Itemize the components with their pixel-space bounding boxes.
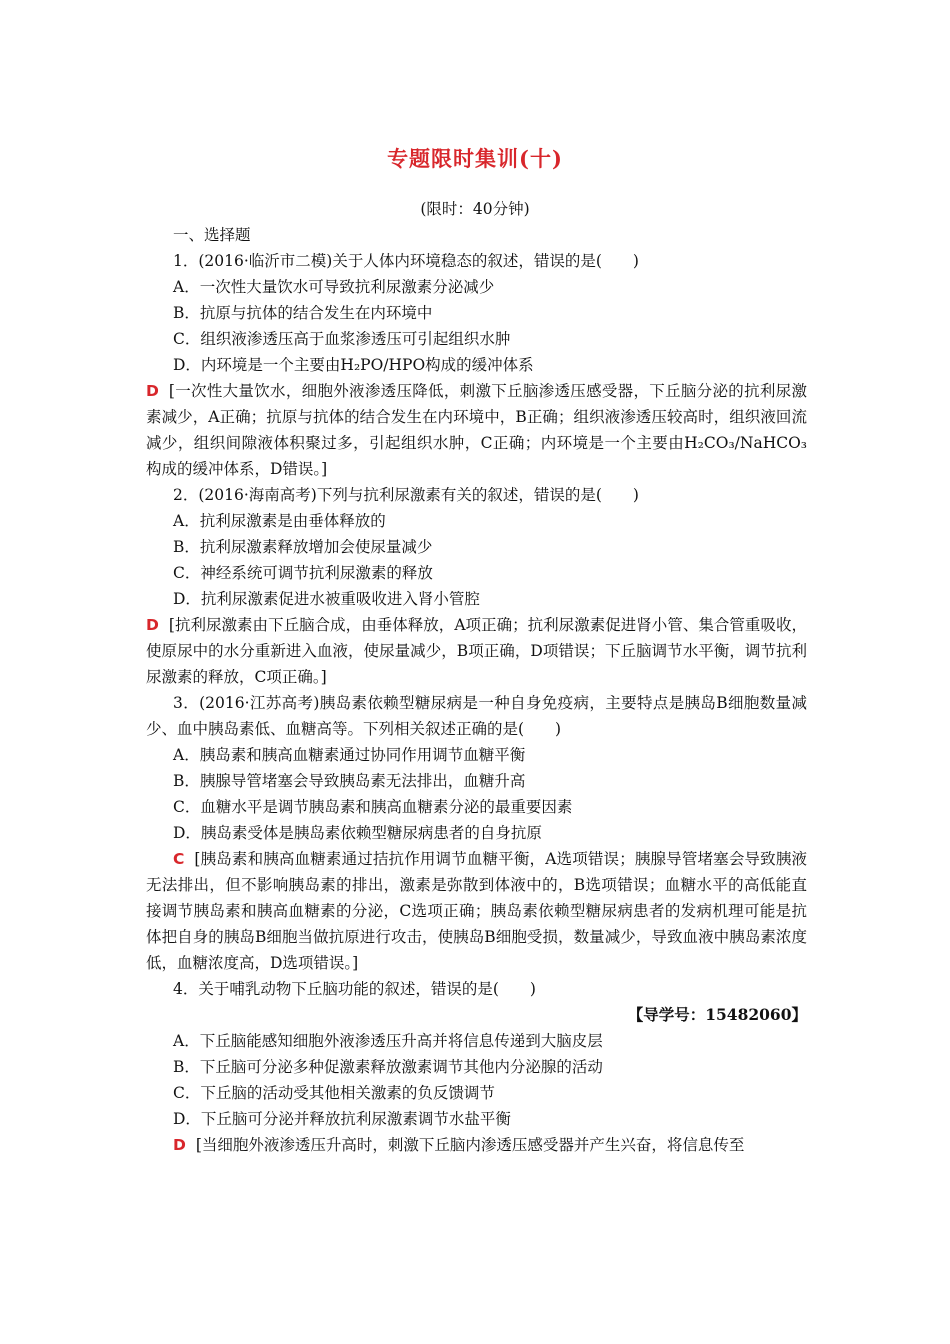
answer-block — [146, 846, 807, 976]
option: D．下丘脑可分泌并释放抗利尿激素调节水盐平衡 — [173, 1110, 511, 1128]
option: A．下丘脑能感知细胞外液渗透压升高并将信息传递到大脑皮层 — [173, 1032, 603, 1050]
option: B．下丘脑可分泌多种促激素释放激素调节其他内分泌腺的活动 — [173, 1058, 603, 1076]
question-stem: 1．(2016·临沂市二模)关于人体内环境稳态的叙述，错误的是( ) — [173, 252, 639, 270]
answer-letter: D — [173, 1136, 186, 1154]
option: B．胰腺导管堵塞会导致胰岛素无法排出，血糖升高 — [173, 772, 526, 790]
answer-letter: D — [146, 382, 159, 400]
option: C．血糖水平是调节胰岛素和胰高血糖素分泌的最重要因素 — [173, 798, 573, 816]
answer-block — [173, 1132, 807, 1158]
answer-explanation: [一次性大量饮水，细胞外液渗透压降低，刺激下丘脑渗透压感受器，下丘脑分泌的抗利尿激素减少，A正确；抗原与抗体的结合发生在内环境中，B正确；组织液渗透压较高时，组织液回流减少，组织间隙液体积聚过多，引起组织水肿，C正确；内环境是一个主要由H₂CO₃/NaHCO₃构成的缓冲体系，D错误。] — [146, 382, 807, 478]
answer-block — [146, 612, 807, 690]
guide-number: 【导学号：15482060】 — [627, 1005, 807, 1024]
section-heading: 一、选择题 — [173, 226, 251, 244]
option: C．组织液渗透压高于血浆渗透压可引起组织水肿 — [173, 330, 511, 348]
option: D．内环境是一个主要由H₂PO/HPO构成的缓冲体系 — [173, 356, 534, 374]
answer-explanation: [当细胞外液渗透压升高时，刺激下丘脑内渗透压感受器并产生兴奋，将信息传至 — [195, 1136, 745, 1154]
answer-block — [146, 378, 807, 482]
page-title: 专题限时集训(十) — [387, 146, 563, 171]
option: C．神经系统可调节抗利尿激素的释放 — [173, 564, 433, 582]
option: C．下丘脑的活动受其他相关激素的负反馈调节 — [173, 1084, 495, 1102]
option: A．抗利尿激素是由垂体释放的 — [173, 512, 386, 530]
time-limit: (限时：40分钟) — [420, 200, 530, 218]
option: D．抗利尿激素促进水被重吸收进入肾小管腔 — [173, 590, 480, 608]
answer-letter: C — [173, 850, 185, 868]
answer-explanation: [抗利尿激素由下丘脑合成，由垂体释放，A项正确；抗利尿激素促进肾小管、集合管重吸收，使原尿中的水分重新进入血液，使尿量减少，B项正确，D项错误；下丘脑调节水平衡，调节抗利尿激素的释放，C项正确。] — [146, 616, 807, 686]
answer-explanation: [胰岛素和胰高血糖素通过拮抗作用调节血糖平衡，A选项错误；胰腺导管堵塞会导致胰液无法排出，但不影响胰岛素的排出，激素是弥散到体液中的，B选项错误；血糖水平的高低能直接调节胰岛素和胰高血糖素的分泌，C选项正确；胰岛素依赖型糖尿病患者的发病机理可能是抗体把自身的胰岛B细胞当做抗原进行攻击，使胰岛B细胞受损，数量减少，导致血液中胰岛素浓度低，血糖浓度高，D选项错误。] — [146, 850, 807, 972]
option: A．一次性大量饮水可导致抗利尿激素分泌减少 — [173, 278, 495, 296]
option: B．抗利尿激素释放增加会使尿量减少 — [173, 538, 433, 556]
question-list — [146, 222, 807, 1158]
question-stem: 2．(2016·海南高考)下列与抗利尿激素有关的叙述，错误的是( ) — [173, 486, 639, 504]
question-stem: 4．关于哺乳动物下丘脑功能的叙述，错误的是( ) — [173, 980, 536, 998]
answer-letter: D — [146, 616, 159, 634]
option: A．胰岛素和胰高血糖素通过协同作用调节血糖平衡 — [173, 746, 526, 764]
option: B．抗原与抗体的结合发生在内环境中 — [173, 304, 433, 322]
option: D．胰岛素受体是胰岛素依赖型糖尿病患者的自身抗原 — [173, 824, 542, 842]
question-stem: 3．(2016·江苏高考)胰岛素依赖型糖尿病是一种自身免疫病，主要特点是胰岛B细胞数量减少、血中胰岛素低、血糖高等。下列相关叙述正确的是( ) — [146, 694, 807, 738]
